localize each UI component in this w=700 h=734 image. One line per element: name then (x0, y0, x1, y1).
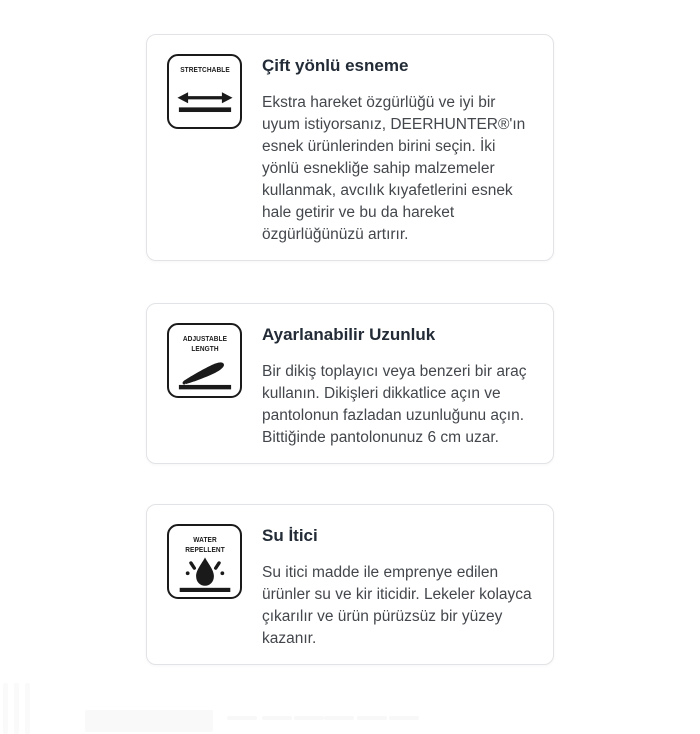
adjustable-length-icon-label: ADJUSTABLE LENGTH (182, 334, 227, 353)
stretchable-icon-label: STRETCHABLE (179, 65, 230, 74)
footer-ghost-link-dash (227, 716, 257, 720)
card-body: Bir dikiş toplayıcı veya benzeri bir araç kullanın. Dikişleri dikkatlice açın ve pantolonun fazladan uzunluğunu açın. Bittiğinde pantolonunuz 6 cm uzar. (262, 363, 527, 446)
feature-card-text (262, 524, 533, 650)
product-features-list (146, 34, 554, 665)
footer-ghost-link-dash (294, 716, 324, 720)
feature-card-text (262, 54, 533, 246)
feature-card-stretchable (146, 34, 554, 261)
card-title: Çift yönlü esneme (262, 56, 409, 75)
footer-ghost-stroke (25, 683, 30, 734)
water-repellent-icon-label: WATER REPELLENT (184, 535, 225, 554)
double-arrow-icon (176, 89, 234, 119)
footer-ghost-link-dash (262, 716, 292, 720)
water-repellent-icon (167, 524, 242, 599)
footer-ghost-wordmark (85, 710, 213, 732)
feature-card-adjustable-length (146, 303, 554, 464)
feature-card-text (262, 323, 533, 449)
card-body: Ekstra hareket özgürlüğü ve iyi bir uyum istiyorsanız, DEERHUNTER®'ın esnek ürünlerinden birini seçin. İki yönlü esnekliğe sahip malzemeler kullanmak, avcılık kıyafetlerini esnek hale getirir ve bu da hareket özgürlüğünüzü artırır. (262, 94, 526, 243)
card-title: Ayarlanabilir Uzunluk (262, 325, 436, 344)
footer-ghost-link-dash (357, 716, 387, 720)
water-drop-icon (176, 555, 234, 593)
footer-ghost-stroke (14, 683, 19, 734)
card-title: Su İtici (262, 526, 318, 545)
seam-ripper-icon (176, 358, 234, 390)
footer-ghost (0, 679, 700, 734)
adjustable-length-icon (167, 323, 242, 398)
footer-ghost-stroke (3, 683, 8, 734)
footer-ghost-link-dash (389, 716, 419, 720)
stretchable-icon (167, 54, 242, 129)
feature-card-water-repellent (146, 504, 554, 665)
footer-ghost-link-dash (324, 716, 354, 720)
card-body: Su itici madde ile emprenye edilen ürünler su ve kir iticidir. Lekeler kolayca çıkarılır ve ürün pürüzsüz bir yüzey kazanır. (262, 564, 532, 647)
